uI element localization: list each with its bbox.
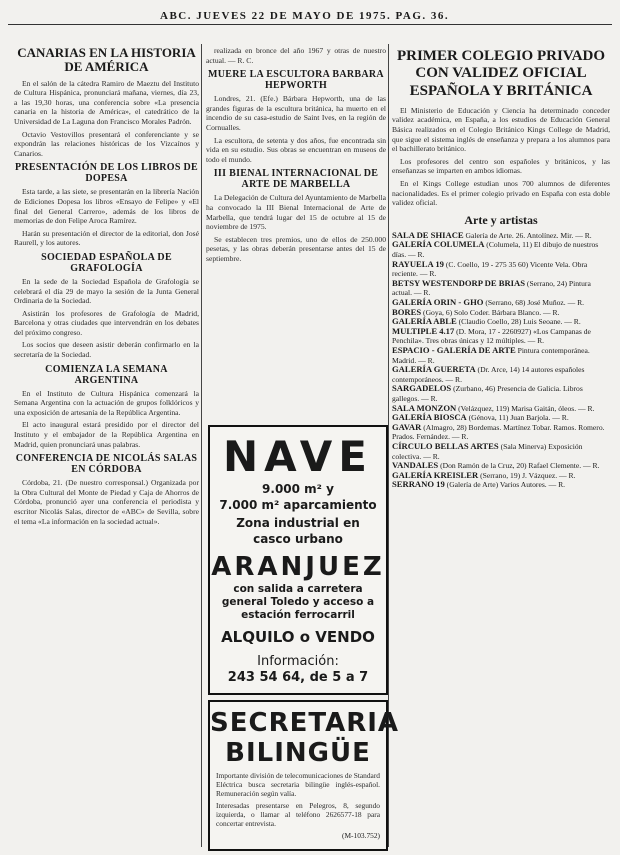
article-paragraph: En el Kings College estudian unos 700 alumnos de diferentes nacionalidades. Es el primer colegio privado en España con esta doble validez oficial. [392,178,610,208]
gallery-name: MULTIPLE 4.17 [392,325,455,336]
article-title-canarias: CANARIAS EN LA HISTORIA DE AMÉRICA [17,46,196,75]
gallery-info: (D. Mora, 17 - 2260927) «Los Campanas de Penchila». Tres obras únicas y 12 múltiples. — R. [392,326,591,346]
column-left [14,46,199,851]
article-title-hepworth: MUERE LA ESCULTORA BARBARA HEPWORTH [208,69,384,92]
gallery-info: Galería de Arte. 26. Antolínez. Mir. — R. [463,230,592,240]
gallery-name: GALERÍA KREISLER [392,469,479,480]
gallery-info: Pintura contemporánea. Madrid. — R. [392,346,590,365]
article-title-semana: COMIENZA LA SEMANA ARGENTINA [45,363,168,386]
ad-nave-area: 9.000 m² y [262,482,334,496]
page-header [0,0,620,38]
gallery-info: (Don Ramón de la Cruz, 20) Rafael Clemente. — R. [438,461,600,471]
ad-secretaria-title: SECRETARIA BILINGÜE [210,708,400,768]
ad-secretaria-text: Interesadas presentarse en Pelegros, 8, segundo izquierda, o llamar al teléfono 2626577-18 para concertar entrevista. [216,801,380,828]
gallery-name: BORES [392,306,422,317]
gallery-info: (C. Coello, 19 - 275 35 60) Vicente Vela. Obra reciente. — R. [392,259,588,279]
ad-secretaria-text: Importante división de telecomunicaciones de Standard Eléctrica busca secretaria bilingüe inglés-español. Remuneración según valía. [216,771,380,798]
article-paragraph: La escultora, de setenta y dos años, fue encontrada sin vida en su estudio. Sus obras se encuentran en museos de todo el mundo. [206,135,386,164]
gallery-info: (Columela, 11) El dibujo de nuestros días. — R. [392,240,599,260]
ad-nave-info-label: Información: [257,654,339,669]
header-date-line: ABC. JUEVES 22 DE MAYO DE 1975. PAG. 36. [160,10,450,22]
article-title-colegio: PRIMER COLEGIO PRIVADO CON VALIDEZ OFICIAL ESPAÑOLA Y BRITÁNICA [396,48,606,99]
gallery-name: SALA DE SHIACE [392,229,464,240]
gallery-entry [392,384,610,403]
gallery-name: SARGADELOS [392,383,452,394]
gallery-name: GALERÍA COLUMELA [392,239,485,250]
gallery-entry [392,327,610,346]
article-paragraph: En el Instituto de Cultura Hispánica comenzará la Semana Argentina con la actuación de grupos folklóricos y una exposición de artesanía de la República Argentina. [14,388,199,417]
article-paragraph: realizada en bronce del año 1967 y otras de nuestro actual. — R. C. [206,46,386,65]
gallery-info: (Galería de Arte) Varios Autores. — R. [444,480,566,490]
gallery-entry [392,413,610,423]
ad-nave-title: NAVE [223,432,373,481]
column-right [392,46,610,851]
ad-nave-parking: 7.000 m² aparcamiento [219,498,377,512]
gallery-info: (Serrano, 68) José Muñoz. — R. [483,298,585,308]
header-rule [8,24,612,25]
article-paragraph: Esta tarde, a las siete, se presentarán en la librería Nación de Ediciones Dopesa los libros «Ensayo de Felipe» y «El final del General Carrero», además de los libros de memorias de don Felipe Aroca Ramírez. [14,187,199,226]
article-paragraph: Se establecen tres premios, uno de ellos de 250.000 pesetas, y las obras deberán presentarse antes del 15 de septiembre. [206,234,386,263]
gallery-name: BETSY WESTENDORP DE BRIAS [392,277,526,288]
article-paragraph: En el salón de la cátedra Ramiro de Maeztu del Instituto de Cultura Hispánica, pronunciará mañana, viernes, día 23, a las 19,30 horas, una conferencia sobre «La presencia canaria en la historia de América», el catedrático de la Universidad de La Laguna don Francisco Morales Padrón. [14,78,199,126]
article-paragraph: Los profesores del centro son españoles y británicos, y las enseñanzas se imparten en ambos idiomas. [392,156,610,176]
gallery-info: (Dr. Arce, 14) 14 autores españoles contemporáneos. — R. [392,365,585,384]
ad-nave-city: ARANJUEZ [211,552,385,582]
article-paragraph: Londres, 21. (Efe.) Bárbara Hepworth, una de las grandes figuras de la escultura británica, ha muerto en el incendio de su casa-estudio de Saint Ives, en la región de Cornualles. [206,94,386,132]
gallery-info: (Goya, 6) Solo Coder. Bárbara Blanco. — R. [421,307,560,317]
gallery-entry [392,240,610,259]
ad-secretaria-ref: (M-103.752) [342,831,380,840]
gallery-name: GALERÍA BIOSCA [392,412,467,423]
article-title-bienal: III BIENAL INTERNACIONAL DE ARTE DE MARBELLA [213,168,379,191]
gallery-entry [392,365,610,384]
ad-nave [208,425,388,695]
ad-secretaria [208,700,400,851]
article-title-grafologia: SOCIEDAD ESPAÑOLA DE GRAFOLOGÍA [41,251,172,274]
gallery-name: RAYUELA 19 [392,258,444,269]
column-middle [206,46,386,420]
gallery-entry [392,423,610,442]
gallery-name: CÍRCULO BELLAS ARTES [392,440,499,451]
gallery-name: GAVAR [392,421,422,432]
gallery-list [392,231,610,490]
ad-nave-offer: ALQUILO o VENDO [221,628,375,646]
gallery-entry [392,298,610,308]
gallery-info: (Sala Minerva) Exposición colectiva. — R. [392,441,583,461]
gallery-name: SALA MONZON [392,402,457,413]
ad-nave-zone: Zona industrial en casco urbano [236,516,360,546]
gallery-entry [392,442,610,461]
article-paragraph: Asistirán los profesores de Grafología de Madrid, Barcelona y otras ciudades que intervendrán en los debates del próximo congreso. [14,308,199,337]
gallery-entry [392,279,610,298]
gallery-entry [392,346,610,365]
article-paragraph: En la sede de la Sociedad Española de Grafología se celebrará el día 29 de mayo la sesión de la Junta General Ordinaria de la Sociedad. [14,276,199,306]
gallery-info: (Génova, 11) Juan Barjola. — R. [466,413,569,423]
ad-nave-access: con salida a carretera general Toledo y acceso a estación ferrocarril [221,583,375,621]
gallery-info: (Zurbano, 46) Presencia de Galicia. Libros gallegos. — R. [392,384,583,403]
article-paragraph: Córdoba, 21. (De nuestro corresponsal.) Organizada por la Obra Cultural del Monte de Piedad y Caja de Ahorros de Córdoba, pronunció ayer una conferencia el periodista y escritor Nicolás Salas, director de «ABC» de Sevilla, sobre el tema «La información en la sociedad actual». [14,478,199,526]
column-divider-1 [201,44,202,847]
gallery-info: (Serrano, 19) J. Vázquez. — R. [478,470,576,480]
article-paragraph: La Delegación de Cultura del Ayuntamiento de Marbella ha convocado la III Bienal Internacional de Arte de Marbella, que tendrá lugar del 15 de octubre al 15 de noviembre de 1975. [206,193,386,232]
gallery-name: GALERÍA GUERETA [392,364,476,375]
article-title-nicolas: CONFERENCIA DE NICOLÁS SALAS EN CÓRDOBA [15,453,198,476]
article-paragraph: Octavio Vestovillos presentará el conferenciante y se expondrán las relaciones históricas de los Vizcaínos y Canarios. [14,129,199,158]
gallery-info: (Almagro, 28) Bordemas. Martínez Tobar. Ramos. Romero. Prados. Fernández. — R. [392,422,605,442]
gallery-name: GALERÍA ORIN - GHO [392,297,484,308]
gallery-name: ESPACIO - GALERÍA DE ARTE [392,345,516,355]
gallery-name: VANDALES [392,460,439,471]
gallery-info: (Claudio Coello, 28) Luis Seoane. — R. [456,317,581,327]
ad-nave-phone: 243 54 64, de 5 a 7 [227,670,369,685]
gallery-entry [392,480,610,490]
gallery-name: GALERÍA ABLE [392,316,457,327]
gallery-entry [392,260,610,279]
gallery-info: (Velázquez, 119) Marisa Gaitán, óleos. — R. [456,403,595,413]
article-paragraph: El acto inaugural estará presidido por el director del Instituto y el embajador de la República Argentina en Madrid, quien pronunciará unas palabras. [14,420,199,449]
article-paragraph: El Ministerio de Educación y Ciencia ha determinado conceder validez académica, en España, a los estudios de Educación General Básica realizados en el Colegio Británico Kings College de Madrid, que sigue el sistema inglés de enseñanza y prepara a los alumnos para el bachillerato británico. [392,105,610,154]
article-paragraph: Los socios que deseen asistir deberán confirmarlo en la secretaría de la Sociedad. [14,340,199,360]
article-paragraph: Harán su presentación el director de la editorial, don José Raurell, y los autores. [14,228,199,248]
section-title-arte: Arte y artistas [464,212,538,227]
gallery-info: (Serrano, 24) Pintura actual. — R. [392,278,591,298]
article-title-dopesa: PRESENTACIÓN DE LOS LIBROS DE DOPESA [14,162,198,185]
gallery-name: SERRANO 19 [392,479,445,490]
